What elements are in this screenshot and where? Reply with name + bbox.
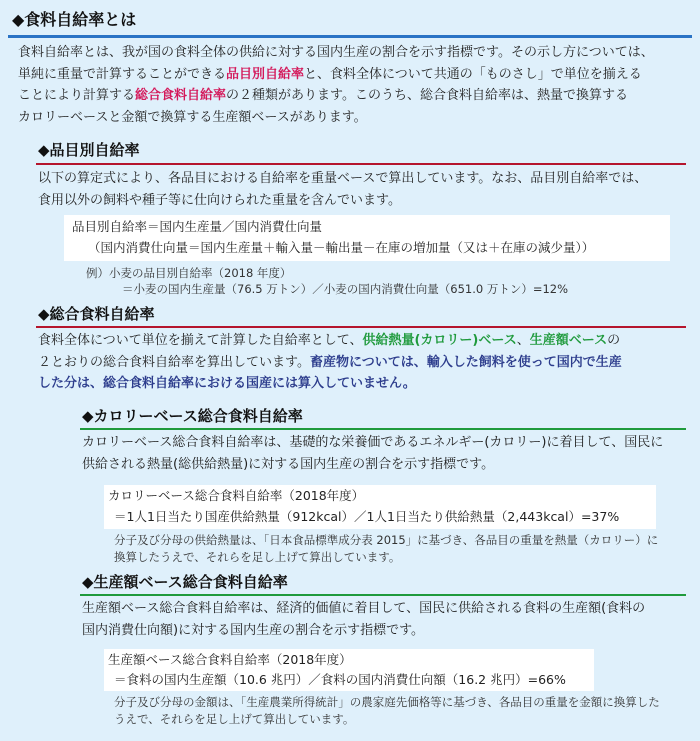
calorie-heading: ◆カロリーベース総合食料自給率 bbox=[82, 407, 303, 425]
seisan-line-2: 国内消費仕向額)に対する国内生産の割合を示す指標です。 bbox=[82, 622, 425, 638]
highlight-hinmoku: 品目別自給率 bbox=[226, 66, 305, 82]
intro-text: ことにより計算する bbox=[18, 88, 136, 103]
calorie-formula-1: カロリーベース総合食料自給率（2018年度） bbox=[108, 488, 365, 503]
hinmoku-example-1: 例）小麦の品目別自給率（2018 年度） bbox=[86, 266, 292, 280]
sogo-heading: ◆総合食料自給率 bbox=[38, 305, 155, 323]
seisan-formula-1: 生産額ベース総合食料自給率（2018年度） bbox=[108, 652, 352, 667]
calorie-line-1: カロリーベース総合食料自給率は、基礎的な栄養価であるエネルギー(カロリー)に着目して、国民に bbox=[82, 435, 664, 450]
seisan-formula-box bbox=[104, 649, 594, 691]
seisan-line-1: 生産額ベース総合食料自給率は、経済的価値に着目して、国民に供給される食料の生産額(食料の bbox=[82, 601, 646, 616]
hinmoku-heading: ◆品目別自給率 bbox=[38, 141, 140, 159]
sogo-text: 食料全体について単位を揃えて計算した自給率として、 bbox=[38, 333, 363, 348]
intro-line-1: 食料自給率とは、我が国の食料全体の供給に対する国内生産の割合を示す指標です。その示し方については、 bbox=[18, 45, 654, 60]
highlight-chikusan-2: した分は、総合食料自給率における国産には算入していません。 bbox=[38, 376, 416, 391]
title-underline bbox=[8, 35, 692, 38]
calorie-rule bbox=[80, 428, 686, 430]
highlight-calorie: 供給熱量(カロリー)ベース bbox=[362, 333, 517, 348]
sogo-line-1 bbox=[38, 330, 688, 352]
intro-line-4: カロリーベースと金額で換算する生産額ベースがあります。 bbox=[18, 109, 367, 125]
calorie-formula-box bbox=[104, 485, 656, 529]
page-title: ◆食料自給率とは bbox=[12, 10, 137, 29]
hinmoku-formula-1: 品目別自給率＝国内生産量／国内消費仕向量 bbox=[72, 219, 323, 234]
intro-line-2 bbox=[18, 64, 690, 86]
calorie-formula-2: ＝1人1日当たり国産供給熱量（912kcal）／1人1日当たり供給熱量（2,443kcal）=37% bbox=[114, 509, 620, 524]
hinmoku-rule bbox=[36, 163, 686, 165]
intro-paragraph bbox=[18, 42, 690, 128]
sogo-text: ２とおりの総合食料自給率を算出しています。 bbox=[38, 354, 310, 370]
sogo-line-3 bbox=[38, 373, 688, 395]
intro-text: と、食料全体について共通の「ものさし」で単位を揃える bbox=[304, 66, 642, 82]
calorie-line-2: 供給される熱量(総供給熱量)に対する国内生産の割合を示す指標です。 bbox=[82, 456, 495, 472]
seisan-note bbox=[114, 694, 690, 728]
seisan-heading: ◆生産額ベース総合食料自給率 bbox=[82, 573, 288, 591]
calorie-paragraph bbox=[82, 432, 688, 475]
intro-line-3 bbox=[18, 85, 690, 107]
intro-text: 単純に重量で計算することができる bbox=[18, 66, 227, 82]
calorie-note-1: 分子及び分母の供給熱量は、「日本食品標準成分表 2015」に基づき、各品目の重量を熱量（カロリー）に bbox=[114, 533, 659, 547]
calorie-note bbox=[114, 532, 690, 566]
hinmoku-example-2: ＝小麦の国内生産量（76.5 万トン）／小麦の国内消費仕向量（651.0 万トン）=12% bbox=[122, 282, 569, 296]
hinmoku-formula-2: （国内消費仕向量＝国内生産量＋輸入量－輸出量－在庫の増加量（又は＋在庫の減少量）） bbox=[88, 240, 595, 255]
seisan-rule bbox=[80, 594, 686, 596]
seisan-paragraph bbox=[82, 598, 688, 641]
sogo-rule bbox=[36, 326, 686, 328]
sogo-line-2 bbox=[38, 352, 688, 374]
hinmoku-line-1: 以下の算定式により、各品目における自給率を重量ベースで算出しています。なお、品目別自給率では、 bbox=[38, 171, 648, 186]
highlight-sogo: 総合食料自給率 bbox=[135, 88, 227, 103]
seisan-note-1: 分子及び分母の金額は、「生産農業所得統計」の農家庭先価格等に基づき、各品目の重量を金額に換算した bbox=[114, 695, 660, 709]
highlight-seisan: 生産額ベース bbox=[529, 333, 608, 348]
hinmoku-paragraph bbox=[38, 168, 688, 211]
hinmoku-formula-box bbox=[64, 215, 670, 261]
intro-text: の２種類があります。このうち、総合食料自給率は、熱量で換算する bbox=[226, 88, 628, 103]
sogo-text: の bbox=[607, 333, 621, 348]
sogo-text: 、 bbox=[516, 333, 530, 348]
seisan-note-2: うえで、それらを足し上げて算出しています。 bbox=[114, 712, 355, 726]
hinmoku-line-2: 食用以外の飼料や種子等に仕向けられた重量を含んでいます。 bbox=[38, 192, 401, 208]
title-bar bbox=[0, 0, 700, 34]
seisan-formula-2: ＝食料の国内生産額（10.6 兆円）／食料の国内消費仕向額（16.2 兆円）=66% bbox=[114, 672, 566, 687]
highlight-chikusan: 畜産物については、輸入した飼料を使って国内で生産 bbox=[309, 354, 622, 370]
calorie-note-2: 換算したうえで、それらを足し上げて算出しています。 bbox=[114, 550, 401, 564]
sogo-paragraph bbox=[38, 330, 688, 395]
